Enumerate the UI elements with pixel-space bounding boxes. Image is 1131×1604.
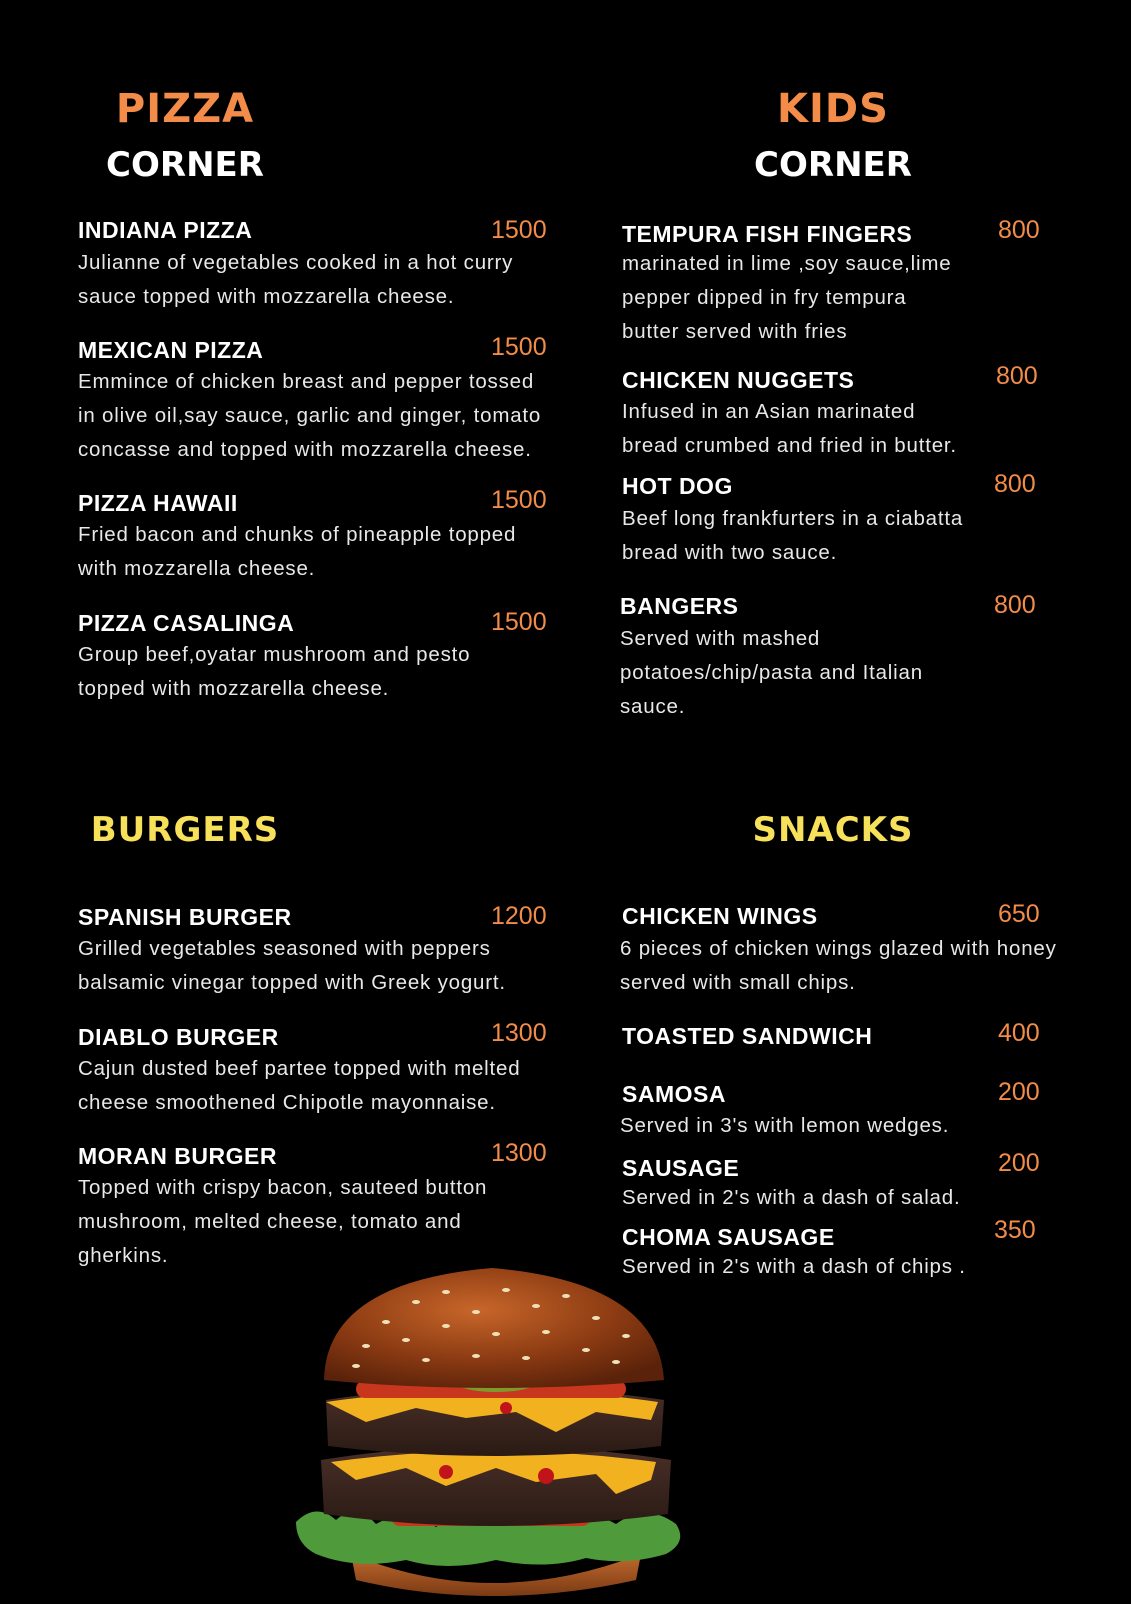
item-desc-line: Fried bacon and chunks of pineapple topped <box>78 523 517 546</box>
item-desc-line: with mozzarella cheese. <box>78 557 316 580</box>
item-desc-line: Beef long frankfurters in a ciabatta <box>622 507 964 530</box>
item-name: SAMOSA <box>622 1081 726 1107</box>
item-desc-line: sauce topped with mozzarella cheese. <box>78 285 455 308</box>
item-name: BANGERS <box>620 593 739 619</box>
item-name: MORAN BURGER <box>78 1143 277 1169</box>
item-desc-line: sauce. <box>620 695 686 718</box>
pizza-section-subtitle: CORNER <box>106 145 264 185</box>
item-desc-line: marinated in lime ,soy sauce,lime <box>622 252 952 275</box>
pizza-section-title: PIZZA <box>115 86 255 132</box>
item-price: 1300 <box>491 1019 547 1047</box>
item-desc-line: Julianne of vegetables cooked in a hot curry <box>78 251 514 274</box>
item-desc-line: pepper dipped in fry tempura <box>622 286 907 309</box>
item-price: 1500 <box>491 486 547 514</box>
kids-section-title: KIDS <box>777 86 889 132</box>
item-desc-line: Served in 3's with lemon wedges. <box>620 1114 950 1137</box>
item-desc-line: Served in 2's with a dash of chips . <box>622 1255 966 1278</box>
item-desc-line: Grilled vegetables seasoned with peppers <box>78 937 491 960</box>
item-name: SAUSAGE <box>622 1155 740 1181</box>
item-name: CHICKEN WINGS <box>622 903 818 929</box>
item-name: PIZZA CASALINGA <box>78 610 295 636</box>
kids-section-subtitle: CORNER <box>754 145 912 185</box>
item-price: 200 <box>998 1149 1040 1177</box>
item-desc-line: concasse and topped with mozzarella cheese. <box>78 438 532 461</box>
item-price: 350 <box>994 1216 1036 1244</box>
item-price: 1500 <box>491 608 547 636</box>
item-name: SPANISH BURGER <box>78 904 292 930</box>
item-name: PIZZA HAWAII <box>78 490 238 516</box>
item-price: 800 <box>998 216 1040 244</box>
item-desc-line: mushroom, melted cheese, tomato and <box>78 1210 462 1233</box>
item-desc-line: topped with mozzarella cheese. <box>78 677 390 700</box>
item-desc-line: Group beef,oyatar mushroom and pesto <box>78 643 471 666</box>
item-desc-line: bread with two sauce. <box>622 541 838 564</box>
item-desc-line: cheese smoothened Chipotle mayonnaise. <box>78 1091 496 1114</box>
item-desc-line: potatoes/chip/pasta and Italian <box>620 661 923 684</box>
item-desc-line: Emmince of chicken breast and pepper tossed <box>78 370 535 393</box>
item-name: INDIANA PIZZA <box>78 217 253 243</box>
item-price: 800 <box>994 470 1036 498</box>
burger-photo-icon <box>296 1262 688 1600</box>
item-price: 1500 <box>491 333 547 361</box>
item-name: TOASTED SANDWICH <box>622 1023 873 1049</box>
item-desc-line: served with small chips. <box>620 971 856 994</box>
item-price: 1200 <box>491 902 547 930</box>
item-desc-line: balsamic vinegar topped with Greek yogurt. <box>78 971 506 994</box>
burgers-section-title: BURGERS <box>90 810 280 850</box>
item-name: CHOMA SAUSAGE <box>622 1224 835 1250</box>
item-price: 1300 <box>491 1139 547 1167</box>
item-price: 650 <box>998 900 1040 928</box>
item-desc-line: Served with mashed <box>620 627 821 650</box>
item-desc-line: bread crumbed and fried in butter. <box>622 434 957 457</box>
snacks-section-title: SNACKS <box>752 810 914 850</box>
item-desc-line: gherkins. <box>78 1244 169 1267</box>
item-price: 800 <box>994 591 1036 619</box>
item-desc-line: 6 pieces of chicken wings glazed with honey <box>620 937 1057 960</box>
item-price: 1500 <box>491 216 547 244</box>
item-name: DIABLO BURGER <box>78 1024 279 1050</box>
item-desc-line: butter served with fries <box>622 320 848 343</box>
item-desc-line: Cajun dusted beef partee topped with melted <box>78 1057 521 1080</box>
item-name: CHICKEN NUGGETS <box>622 367 855 393</box>
item-price: 800 <box>996 362 1038 390</box>
item-desc-line: Served in 2's with a dash of salad. <box>622 1186 961 1209</box>
item-name: TEMPURA FISH FINGERS <box>622 221 913 247</box>
item-price: 400 <box>998 1019 1040 1047</box>
item-price: 200 <box>998 1078 1040 1106</box>
item-name: MEXICAN PIZZA <box>78 337 264 363</box>
item-desc-line: Topped with crispy bacon, sauteed button <box>78 1176 488 1199</box>
item-desc-line: Infused in an Asian marinated <box>622 400 916 423</box>
item-name: HOT DOG <box>622 473 733 499</box>
item-desc-line: in olive oil,say sauce, garlic and ginger, tomato <box>78 404 542 427</box>
